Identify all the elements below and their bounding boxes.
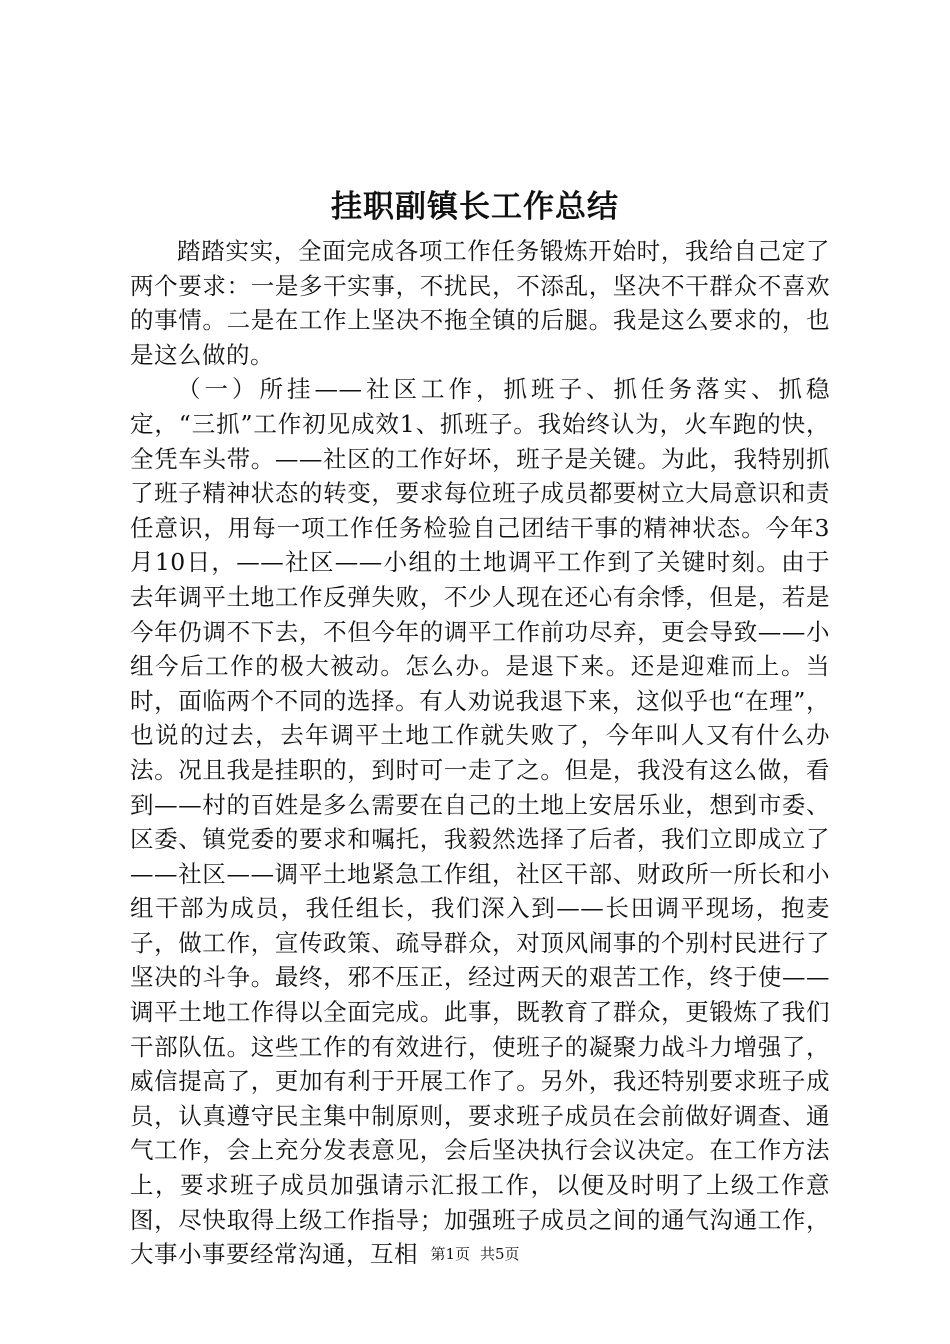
page-number: 第1页 (430, 1245, 470, 1263)
paragraph-2: （一）所挂——社区工作，抓班子、抓任务落实、抓稳定，“三抓”工作初见成效1、抓班子。我始终认为，火车跑的快，全凭车头带。——社区的工作好坏，班子是关键。为此，我特别抓了班子精神状态的转变，要求每位班子成员都要树立大局意识和责任意识，用每一项工作任务检验自己团结干事的精神状态。今年3月10日，——社区——小组的土地调平工作到了关键时刻。由于去年调平土地工作反弹失败，不少人现在还心有余悸，但是，若是今年仍调不下去，不但今年的调平工作前功尽弃，更会导致——小组今后工作的极大被动。怎么办。是退下来。还是迎难而上。当时，面临两个不同的选择。有人劝说我退下来，这似乎也“在理”，也说的过去，去年调平土地工作就失败了，今年叫人又有什么办法。况且我是挂职的，到时可一走了之。但是，我没有这么做，看到——村的百姓是多么需要在自己的土地上安居乐业，想到市委、区委、镇党委的要求和嘱托，我毅然选择了后者，我们立即成立了——社区——调平土地紧急工作组，社区干部、财政所一所长和小组干部为成员，我任组长，我们深入到——长田调平现场，抱麦子，做工作，宣传政策、疏导群众，对顶风闹事的个别村民进行了坚决的斗争。最终，邪不压正，经过两天的艰苦工作，终于使——调平土地工作得以全面完成。此事，既教育了群众，更锻炼了我们干部队伍。这些工作的有效进行，使班子的凝聚力战斗力增强了，威信提高了，更加有利于开展工作了。另外，我还特别要求班子成员，认真遵守民主集中制原则，要求班子成员在会前做好调查、通气工作，会上充分发表意见，会后坚决执行会议决定。在工作方法上，要求班子成员加强请示汇报工作，以便及时明了上级工作意图，尽快取得上级工作指导；加强班子成员之间的通气沟通工作，大事小事要经常沟通，互相 (130, 375, 830, 1269)
page-total: 共5页 (480, 1245, 520, 1263)
page-footer (0, 1244, 950, 1264)
paragraph-1: 踏踏实实，全面完成各项工作任务锻炼开始时，我给自己定了两个要求：一是多干实事，不扰民，不添乱，坚决不干群众不喜欢的事情。二是在工作上坚决不拖全镇的后腿。我是这么要求的，也是这么做的。 (130, 237, 830, 369)
document-body (130, 234, 830, 1272)
document-title: 挂职副镇长工作总结 (331, 189, 619, 225)
